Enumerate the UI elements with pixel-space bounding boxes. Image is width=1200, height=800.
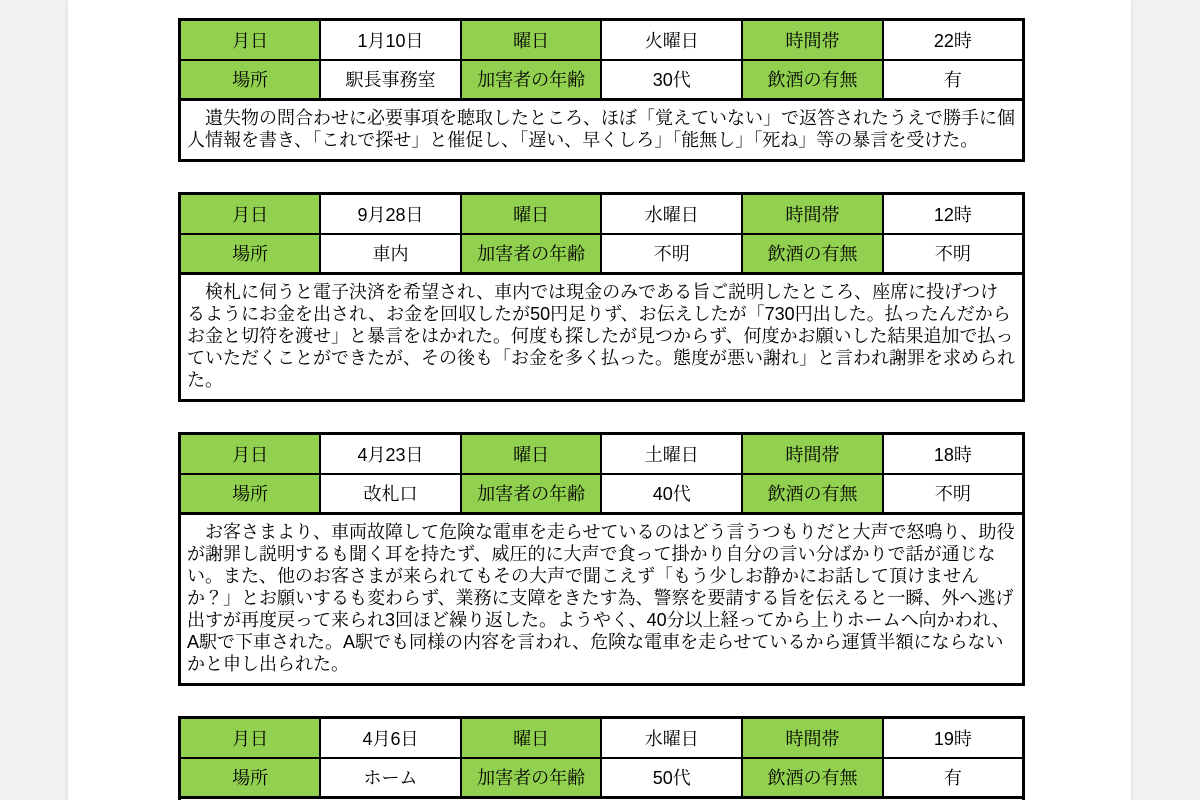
incident-description: 遺失物の問合わせに必要事項を聴取したところ、ほぼ「覚えていない」で返答されたうえで勝手に個人情報を書き、「これで探せ」と催促し、「遅い、早くしろ」「能無し」「死ね」等の暴言を受けた。 (178, 98, 1025, 162)
date-value: 4月23日 (320, 434, 461, 474)
document-page (68, 0, 1131, 800)
incident-meta-table (178, 716, 1025, 799)
incident-report (178, 192, 1131, 402)
weekday-value: 水曜日 (601, 194, 742, 234)
incident-report (178, 18, 1131, 162)
alcohol-value: 有 (883, 60, 1024, 100)
date-label: 月日 (180, 718, 321, 758)
place-value: ホーム (320, 758, 461, 798)
meta-row-2 (180, 474, 1024, 514)
weekday-label: 曜日 (461, 434, 602, 474)
date-label: 月日 (180, 20, 321, 60)
meta-row-1 (180, 20, 1024, 60)
place-value: 改札口 (320, 474, 461, 514)
weekday-label: 曜日 (461, 718, 602, 758)
incident-description: お客さまより、車両故障して危険な電車を走らせているのはどう言うつもりだと大声で怒鳴り、助役が謝罪し説明するも聞く耳を持たず、威圧的に大声で食って掛かり自分の言い分ばかりで話が通じない。また、他のお客さまが来られてもその大声で聞こえず「もう少しお静かにお話して頂けませんか？」とお願いするも変わらず、業務に支障をきたす為、警察を要請する旨を伝えると一瞬、外へ逃げ出すが再度戻って来られ3回ほど繰り返した。ようやく、40分以上経ってから上りホームへ向かわれ、A駅で下車された。A駅でも同様の内容を言われ、危険な電車を走らせているから運賃半額にならないかと申し出られた。 (178, 512, 1025, 686)
age-label: 加害者の年齢 (461, 234, 602, 274)
incident-meta-table (178, 192, 1025, 275)
alcohol-value: 有 (883, 758, 1024, 798)
age-label: 加害者の年齢 (461, 758, 602, 798)
time-label: 時間帯 (742, 20, 883, 60)
date-value: 9月28日 (320, 194, 461, 234)
alcohol-value: 不明 (883, 234, 1024, 274)
meta-row-1 (180, 434, 1024, 474)
incident-list (178, 18, 1131, 800)
alcohol-value: 不明 (883, 474, 1024, 514)
time-value: 22時 (883, 20, 1024, 60)
incident-description (178, 796, 1025, 800)
time-value: 18時 (883, 434, 1024, 474)
date-value: 1月10日 (320, 20, 461, 60)
place-value: 駅長事務室 (320, 60, 461, 100)
time-value: 19時 (883, 718, 1024, 758)
meta-row-2 (180, 60, 1024, 100)
weekday-label: 曜日 (461, 20, 602, 60)
alcohol-label: 飲酒の有無 (742, 234, 883, 274)
alcohol-label: 飲酒の有無 (742, 474, 883, 514)
age-label: 加害者の年齢 (461, 474, 602, 514)
alcohol-label: 飲酒の有無 (742, 60, 883, 100)
time-label: 時間帯 (742, 718, 883, 758)
time-label: 時間帯 (742, 434, 883, 474)
meta-row-1 (180, 194, 1024, 234)
meta-row-2 (180, 234, 1024, 274)
meta-row-1 (180, 718, 1024, 758)
incident-meta-table (178, 432, 1025, 515)
age-value: 不明 (601, 234, 742, 274)
alcohol-label: 飲酒の有無 (742, 758, 883, 798)
age-label: 加害者の年齢 (461, 60, 602, 100)
weekday-value: 土曜日 (601, 434, 742, 474)
place-label: 場所 (180, 474, 321, 514)
date-label: 月日 (180, 434, 321, 474)
incident-description: 検札に伺うと電子決済を希望され、車内では現金のみである旨ご説明したところ、座席に投げつけるようにお金を出され、お金を回収したが50円足りず、お伝えしたが「730円出した。払ったんだからお金と切符を渡せ」と暴言をはかれた。何度も探したが見つからず、何度かお願いした結果追加で払っていただくことができたが、その後も「お金を多く払った。態度が悪い謝れ」と言われ謝罪を求められた。 (178, 272, 1025, 402)
incident-report (178, 716, 1131, 800)
place-label: 場所 (180, 234, 321, 274)
weekday-value: 火曜日 (601, 20, 742, 60)
date-label: 月日 (180, 194, 321, 234)
place-value: 車内 (320, 234, 461, 274)
place-label: 場所 (180, 60, 321, 100)
age-value: 50代 (601, 758, 742, 798)
age-value: 40代 (601, 474, 742, 514)
time-label: 時間帯 (742, 194, 883, 234)
place-label: 場所 (180, 758, 321, 798)
meta-row-2 (180, 758, 1024, 798)
date-value: 4月6日 (320, 718, 461, 758)
age-value: 30代 (601, 60, 742, 100)
time-value: 12時 (883, 194, 1024, 234)
incident-report (178, 432, 1131, 686)
weekday-label: 曜日 (461, 194, 602, 234)
incident-meta-table (178, 18, 1025, 101)
weekday-value: 水曜日 (601, 718, 742, 758)
